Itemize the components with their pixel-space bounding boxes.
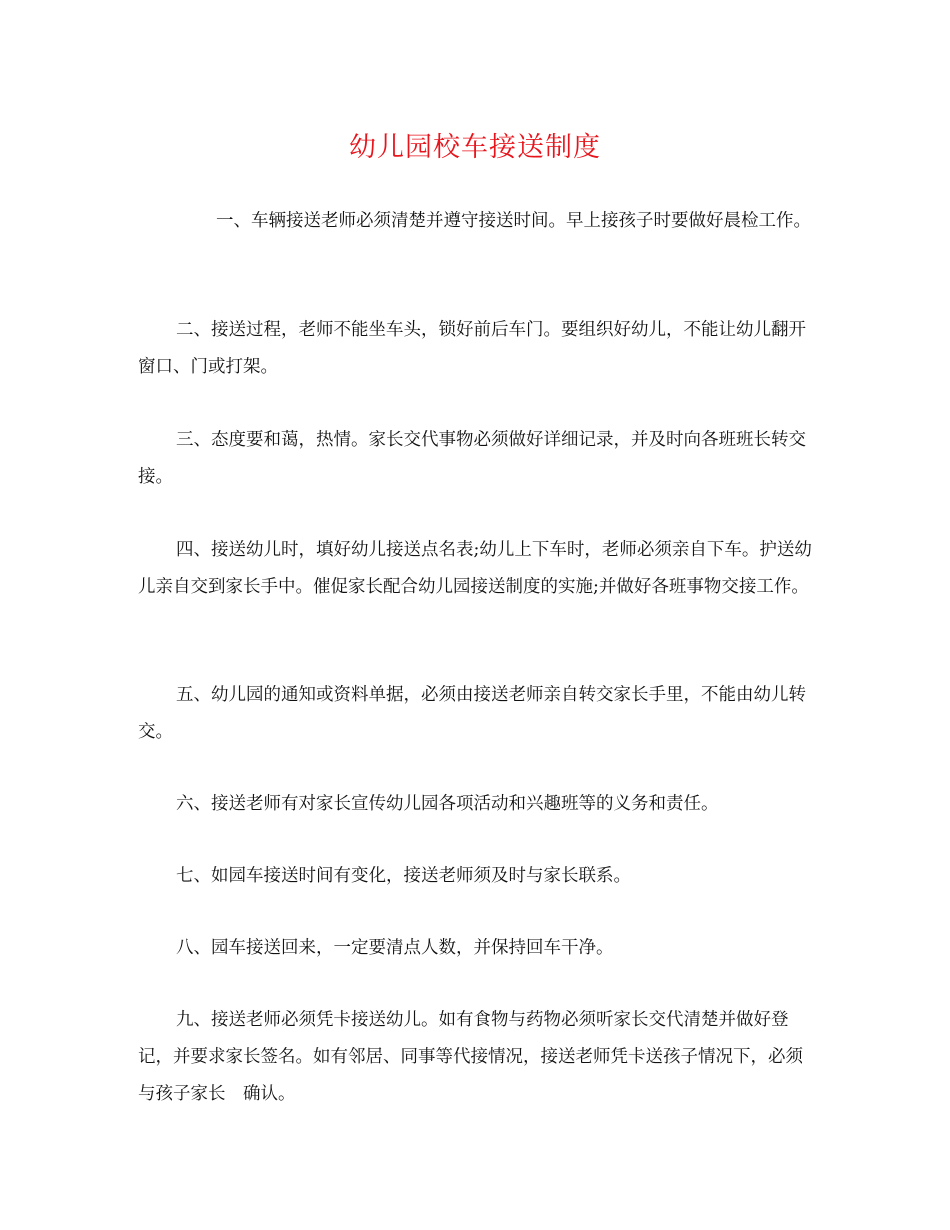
paragraph-8: 八、园车接送回来，一定要清点人数，并保持回车干净。: [176, 938, 614, 958]
paragraph-9: 九、接送老师必须凭卡接送幼儿。如有食物与药物必须听家长交代清楚并做好登记，并要求家长签名。如有邻居、同事等代接情况，接送老师凭卡送孩子情况下，必须与孩子家长 确认。: [138, 1010, 803, 1104]
paragraph-6: 六、接送老师有对家长宣传幼儿园各项活动和兴趣班等的义务和责任。: [176, 794, 719, 814]
document-title: 幼儿园校车接送制度: [349, 132, 601, 163]
paragraph-2: 二、接送过程，老师不能坐车头，锁好前后车门。要组织好幼儿，不能让幼儿翻开窗口、门或打架。: [138, 320, 806, 377]
paragraph-4: 四、接送幼儿时，填好幼儿接送点名表;幼儿上下车时，老师必须亲自下车。护送幼儿亲自交到家长手中。催促家长配合幼儿园接送制度的实施;并做好各班事物交接工作。: [138, 540, 812, 597]
paragraph-1: 一、车辆接送老师必须清楚并遵守接送时间。早上接孩子时要做好晨检工作。: [216, 211, 811, 231]
paragraph-7: 七、如园车接送时间有变化，接送老师须及时与家长联系。: [176, 866, 631, 886]
paragraph-3: 三、态度要和蔼，热情。家长交代事物必须做好详细记录，并及时向各班班长转交接。: [138, 430, 806, 487]
paragraph-5: 五、幼儿园的通知或资料单据，必须由接送老师亲自转交家长手里，不能由幼儿转交。: [138, 685, 806, 742]
